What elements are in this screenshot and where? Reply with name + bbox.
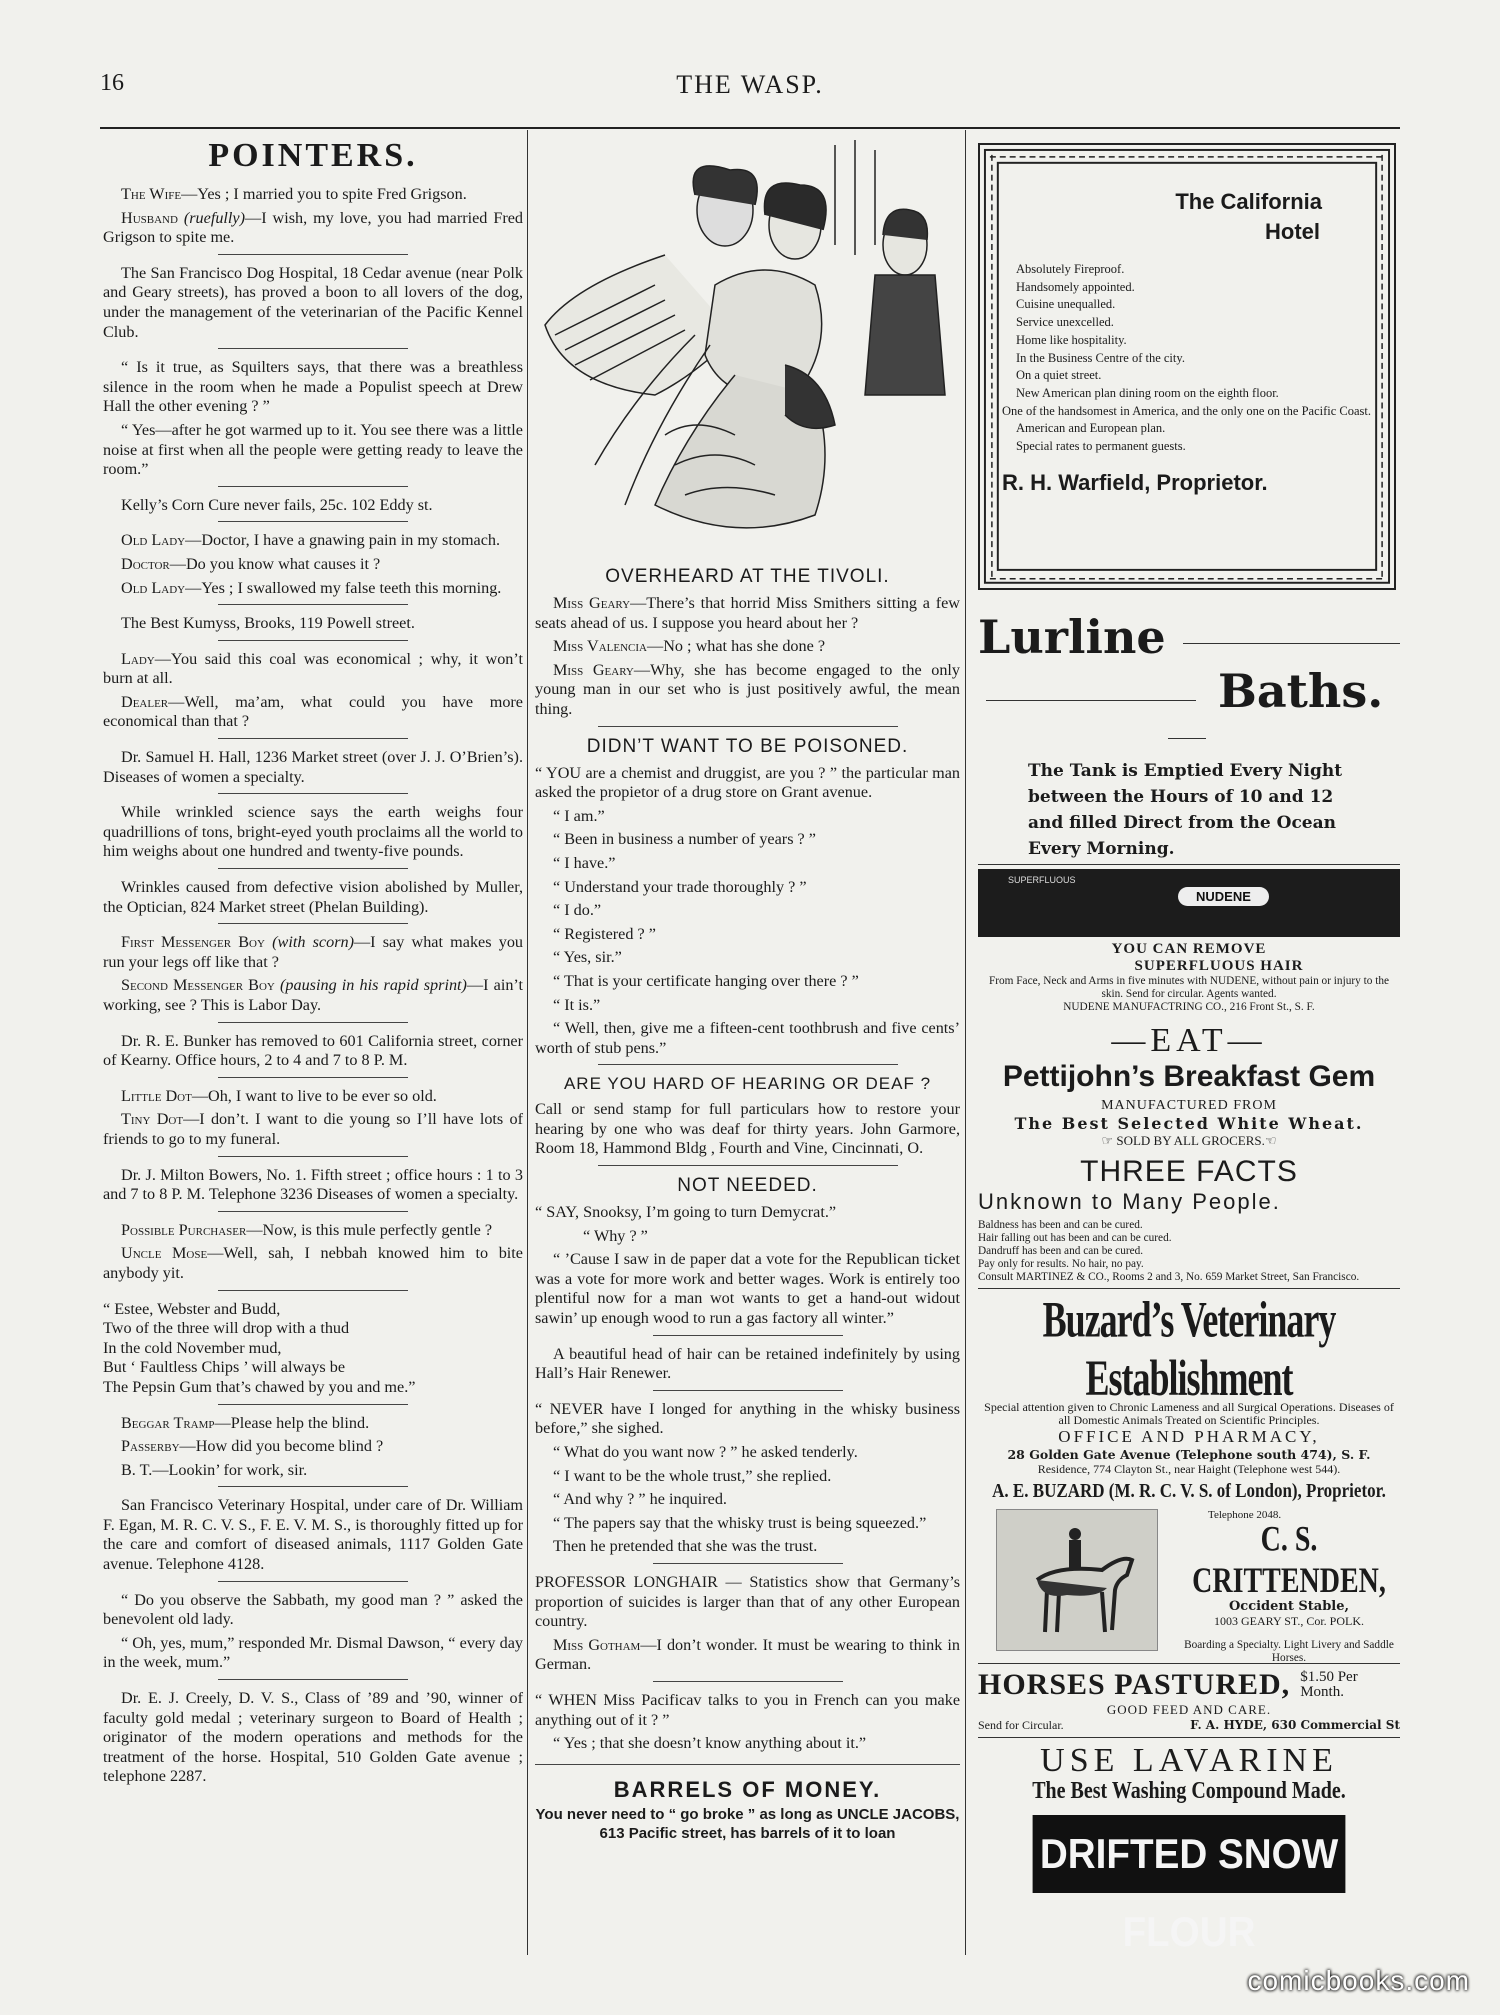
lavarine-title: USE LAVARINE [1040, 1742, 1338, 1779]
paragraph: “ It is.” [553, 995, 601, 1014]
rule [978, 864, 1400, 865]
paragraph: While wrinkled science says the earth weighs four quadrillions of tons, bright-eyed youth proclaims all the world to him weighs about one hundred and twenty-five pounds. [103, 803, 523, 861]
rule [978, 1737, 1400, 1738]
fact-line: Consult MARTINEZ & CO., Rooms 2 and 3, No. 659 Market Street, San Francisco. [978, 1271, 1360, 1283]
hotel-ad-content [1002, 167, 1372, 566]
barrels-ad-title: BARRELS OF MONEY. [613, 1776, 882, 1802]
page-number: 16 [100, 70, 124, 96]
rule [1168, 738, 1206, 739]
paragraph: “ ’Cause I saw in de paper dat a vote for the Republican ticket was a vote for more work and better wages. Work is entirely too plentiful now for a man wot wants to get a hand-out widout sawin’ up enough wood to run a gas factory all winter.” [535, 1250, 960, 1328]
barrels-ad-text: You never need to “ go broke ” as long as UNCLE JACOBS, 613 Pacific street, has barrels of it to loan [535, 1805, 960, 1842]
rule [978, 1288, 1400, 1289]
paragraph: The Wife—Yes ; I married you to spite Fred Grigson. [121, 185, 467, 203]
three-facts-title: THREE FACTS [1080, 1155, 1298, 1188]
separator [535, 1764, 960, 1765]
separator [218, 793, 408, 794]
paragraph: “ Oh, yes, mum,” responded Mr. Dismal Dawson, “ every day in the week, mum.” [103, 1633, 523, 1672]
fact-line: Baldness has been and can be cured. [978, 1219, 1143, 1231]
page-header [100, 70, 1400, 110]
paragraph: Second Messenger Boy (pausing in his rapid sprint)—I ain’t working, see ? This is Labor Day. [103, 976, 524, 1014]
separator [218, 738, 408, 739]
paragraph: “ I am.” [553, 806, 605, 825]
column-divider-2 [965, 130, 966, 1955]
paragraph: “ I do.” [553, 901, 602, 920]
paragraph: “ Yes ; that she doesn’t know anything about it.” [553, 1734, 867, 1753]
pointers-title: POINTERS. [208, 137, 418, 174]
paragraph: “ Why ? ” [583, 1226, 648, 1245]
horses-feed: GOOD FEED AND CARE. [1106, 1702, 1272, 1717]
separator [598, 1064, 898, 1065]
paragraph: Doctor—Do you know what causes it ? [121, 554, 381, 573]
pettijohn-mfd: MANUFACTURED FROM [1101, 1098, 1277, 1113]
fact-line: Pay only for results. No hair, no pay. [978, 1258, 1144, 1270]
hotel-feature: One of the handsomest in America, and the only one on the Pacific Coast. [1002, 403, 1372, 418]
column-divider-1 [527, 130, 528, 1955]
paragraph: “ Is it true, as Squilters says, that there was a breathless silence in the room when he made a Populist speech at Drew Hall the other evening ? ” [103, 358, 523, 416]
separator [218, 1211, 408, 1212]
separator [218, 486, 408, 487]
paragraph: Then he pretended that she was the trust. [553, 1537, 818, 1556]
lurline-line: between the Hours of 10 and 12 [1028, 787, 1334, 807]
hotel-feature: On a quiet street. [1016, 368, 1102, 383]
section-heading: ARE YOU HARD OF HEARING OR DEAF ? [563, 1074, 932, 1094]
paragraph: “ I want to be the whole trust,” she replied. [553, 1466, 832, 1485]
paragraph: A beautiful head of hair can be retained indefinitely by using Hall’s Hair Renewer. [535, 1344, 960, 1383]
hotel-feature: Handsomely appointed. [1016, 279, 1135, 294]
nudene-brand: NUDENE [1178, 887, 1269, 906]
buzard-text: Special attention given to Chronic Lameness and all Surgical Operations. Diseases of all Domestic Animals Treated on Scientific Principles. [984, 1400, 1394, 1427]
paragraph: Call or send stamp for full particulars how to restore your hearing by one who was deaf for thirty years. John Garmore, Room 18, Hammond Bldg , Fourth and Vine, Cincinnati, O. [535, 1100, 960, 1158]
crittenden-boarding: Boarding a Specialty. Light Livery and Saddle Horses. [1184, 1639, 1394, 1664]
california-hotel-ad [978, 143, 1396, 590]
hotel-feature: Cuisine unequalled. [1016, 297, 1116, 312]
paragraph: “ What do you want now ? ” he asked tenderly. [553, 1443, 858, 1461]
pointers-column [103, 135, 523, 1791]
pettijohn-ad [978, 1022, 1400, 1149]
lavarine-subtitle: The Best Washing Compound Made. [1032, 1777, 1346, 1805]
crittenden-stable: Occident Stable, [1228, 1599, 1350, 1614]
separator [218, 348, 408, 349]
three-facts-subtitle: Unknown to Many People. [978, 1189, 1281, 1214]
paragraph: B. T.—Lookin’ for work, sir. [121, 1460, 308, 1479]
separator [218, 1581, 408, 1582]
separator [598, 726, 898, 727]
paragraph: Dealer—Well, ma’am, what could you have more economical than that ? [103, 692, 523, 731]
paragraph: “ Well, then, give me a fifteen-cent toothbrush and five cents’ worth of stub pens.” [535, 1019, 960, 1057]
paragraph: “ Understand your trade thoroughly ? ” [553, 877, 807, 896]
paragraph: “ And why ? ” he inquired. [553, 1490, 727, 1509]
hotel-proprietor: R. H. Warfield, Proprietor. [1002, 469, 1268, 495]
paragraph: PROFESSOR LONGHAIR — Statistics show that Germany’s proportion of suicides is larger than that of any other European country. [535, 1572, 960, 1631]
paragraph: Kelly’s Corn Cure never fails, 25c. 102 Eddy st. [121, 495, 433, 514]
fact-line: Dandruff has been and can be cured. [978, 1245, 1144, 1257]
separator [218, 1486, 408, 1487]
separator [218, 923, 408, 924]
source-watermark: comicbooks.com [1247, 1965, 1470, 1996]
horses-send: Send for Circular. [978, 1718, 1064, 1732]
paragraph: Miss Valencia—No ; what has she done ? [553, 637, 826, 656]
separator [218, 254, 408, 255]
separator [218, 1156, 408, 1157]
buzard-ad [978, 1291, 1400, 1502]
separator [218, 521, 408, 522]
nudene-ad [978, 869, 1400, 1014]
nudene-text: From Face, Neck and Arms in five minutes with NUDENE, without pain or injury to the skin. Send for circular. Agents wanted. [988, 975, 1390, 1000]
separator [218, 1022, 408, 1023]
hotel-feature: New American plan dining room on the eighth floor. [1016, 385, 1279, 400]
paragraph: “ NEVER have I longed for anything in the whisky business before,” she sighed. [535, 1399, 960, 1438]
verse-line: In the cold November mud, [103, 1338, 282, 1357]
hotel-feature: Special rates to permanent guests. [1016, 439, 1186, 454]
lurline-line: and filled Direct from the Ocean [1028, 813, 1336, 833]
separator [218, 1679, 408, 1680]
drifted-snow-flour-ad: DRIFTED SNOW FLOUR [1033, 1815, 1346, 1893]
lavarine-ad [978, 1742, 1400, 1803]
paragraph: First Messenger Boy (with scorn)—I say what makes you run your legs off like that ? [103, 933, 524, 971]
fact-line: Hair falling out has been and can be cured. [978, 1232, 1172, 1244]
paragraph: “ The papers say that the whisky trust is being squeezed.” [553, 1513, 927, 1532]
pettijohn-wheat: The Best Selected White Wheat. [1014, 1114, 1364, 1133]
crittenden-text [1178, 1509, 1400, 1665]
buzard-title: Buzard’s Veterinary Establishment [1042, 1291, 1336, 1407]
paragraph: “ Been in business a number of years ? ” [553, 830, 816, 849]
section-heading: DIDN’T WANT TO BE POISONED. [586, 735, 909, 757]
paragraph: Tiny Dot—I don’t. I want to die young so I’ll have lots of friends to go to my funeral. [103, 1110, 523, 1148]
hotel-features [1002, 261, 1372, 456]
separator [218, 640, 408, 641]
nudene-heading-2: SUPERFLUOUS HAIR [1134, 958, 1304, 974]
separator [218, 1077, 408, 1078]
hotel-name-2: Hotel [1265, 219, 1320, 244]
paragraph: “ WHEN Miss Pacificav talks to you in French can you make anything out of it ? ” [535, 1690, 960, 1729]
separator [598, 1165, 898, 1166]
section-heading: OVERHEARD AT THE TIVOLI. [605, 566, 890, 587]
horses-footer [978, 1718, 1400, 1733]
paragraph: “ YOU are a chemist and druggist, are you ? ” the particular man asked the propietor of a drug store on Grant avenue. [535, 763, 960, 802]
paragraph: “ SAY, Snooksy, I’m going to turn Demycrat.” [535, 1203, 837, 1222]
paragraph: “ I have.” [553, 853, 616, 872]
paragraph: “ Yes, sir.” [553, 948, 622, 967]
header-rule [100, 127, 1400, 129]
pettijohn-title: Pettijohn’s Breakfast Gem [1002, 1060, 1376, 1093]
buzard-residence: Residence, 774 Clayton St., near Haight (Telephone west 544). [1037, 1462, 1341, 1476]
buzard-address: 28 Golden Gate Avenue (Telephone south 474), S. F. [1007, 1447, 1371, 1462]
buzard-proprietor: A. E. BUZARD (M. R. C. V. S. of London), Proprietor. [992, 1479, 1386, 1502]
separator [653, 1681, 843, 1682]
eat-heading: —EAT— [1111, 1022, 1267, 1059]
crittenden-ad [978, 1509, 1400, 1664]
nudene-banner [978, 869, 1400, 937]
lurline-baths-ad [978, 610, 1400, 860]
paragraph: Husband (ruefully)—I wish, my love, you had married Fred Grigson to spite me. [103, 208, 524, 247]
tivoli-illustration [535, 135, 960, 560]
paragraph: Possible Purchaser—Now, is this mule perfectly gentle ? [121, 1220, 493, 1239]
paragraph: “ Yes—after he got warmed up to it. You see there was a little noise at first when all the people were getting ready to leave the room.” [103, 420, 523, 479]
three-facts-text [978, 1219, 1400, 1284]
paragraph: Lady—You said this coal was economical ; why, it won’t burn at all. [103, 649, 523, 688]
pettijohn-sold: ☞ SOLD BY ALL GROCERS.☜ [1101, 1133, 1277, 1148]
baths-title: Baths. [1218, 664, 1384, 718]
paragraph: Old Lady—Doctor, I have a gnawing pain in my stomach. [121, 531, 501, 550]
ads-column [978, 135, 1400, 1955]
hotel-feature: Service unexcelled. [1016, 315, 1114, 330]
nudene-banner-label: SUPERFLUOUS [1008, 875, 1076, 885]
rule [1183, 643, 1400, 644]
hotel-feature: American and European plan. [1016, 421, 1166, 436]
hotel-name: The California [1175, 189, 1322, 214]
horses-hyde: F. A. HYDE, 630 Commercial St [1190, 1718, 1400, 1732]
crittenden-address: 1003 GEARY ST., Cor. POLK. [1213, 1614, 1364, 1628]
hotel-feature: Home like hospitality. [1016, 332, 1127, 347]
paragraph: Beggar Tramp—Please help the blind. [121, 1413, 370, 1432]
verse-line: The Pepsin Gum that’s chawed by you and me.” [103, 1377, 416, 1396]
paragraph: Miss Geary—Why, she has become engaged to the only young man in our set who is just positively awful, the mean thing. [535, 660, 960, 718]
paragraph: Passerby—How did you become blind ? [121, 1437, 384, 1456]
section-heading: NOT NEEDED. [677, 1175, 818, 1197]
paragraph: Little Dot—Oh, I want to live to be ever so old. [121, 1086, 437, 1105]
hotel-feature: Absolutely Fireproof. [1016, 262, 1125, 276]
paragraph: “ That is your certificate hanging over there ? ” [553, 971, 859, 990]
paragraph: “ Registered ? ” [553, 924, 656, 943]
crittenden-name: C. S. CRITTENDEN, [1192, 1519, 1386, 1602]
verse-line: But ‘ Faultless Chips ’ will always be [103, 1358, 346, 1377]
paragraph: Miss Geary—There’s that horrid Miss Smithers sitting a few seats ahead of us. I suppose you heard about her ? [535, 594, 960, 632]
paragraph: The Best Kumyss, Brooks, 119 Powell street. [121, 614, 415, 633]
separator [218, 604, 408, 605]
separator [653, 1390, 843, 1391]
horses-row [978, 1668, 1400, 1702]
horses-title: HORSES PASTURED, [978, 1668, 1291, 1701]
paragraph: Dr. R. E. Bunker has removed to 601 California street, corner of Kearny. Office hours, 2 to 4 and 7 to 8 P. M. [103, 1031, 523, 1070]
horses-price: $1.50 Per Month. [1300, 1669, 1358, 1700]
paragraph: “ Do you observe the Sabbath, my good man ? ” asked the benevolent old lady. [103, 1590, 523, 1629]
separator [218, 1404, 408, 1405]
lurline-line: Every Morning. [1028, 839, 1175, 859]
paragraph: Old Lady—Yes ; I swallowed my false teeth this morning. [121, 578, 502, 597]
lurline-title: Lurline [978, 610, 1166, 664]
hotel-feature: In the Business Centre of the city. [1016, 350, 1185, 365]
lurline-text [1028, 758, 1342, 862]
separator [218, 1290, 408, 1291]
verse-line: Two of the three will drop with a thud [103, 1319, 350, 1338]
lurline-line: The Tank is Emptied Every Night [1028, 761, 1343, 781]
verse [103, 1300, 523, 1398]
paragraph: Uncle Mose—Well, sah, I nebbah knowed him to bite anybody yit. [103, 1244, 523, 1282]
middle-column [535, 135, 960, 1843]
verse-line: “ Estee, Webster and Budd, [103, 1299, 281, 1318]
three-facts-ad [978, 1155, 1400, 1284]
paragraph: Dr. Samuel H. Hall, 1236 Market street (over J. J. O’Brien’s). Diseases of women a specialty. [103, 748, 523, 786]
separator [653, 1335, 843, 1336]
horses-pastured-ad [978, 1668, 1400, 1733]
paragraph: Miss Gotham—I don’t wonder. It must be wearing to think in German. [535, 1635, 960, 1674]
nudene-company: NUDENE MANUFACTRING CO., 216 Front St., S. F. [1063, 1001, 1315, 1013]
separator [653, 1563, 843, 1564]
crittenden-telephone: Telephone 2048. [1208, 1509, 1282, 1521]
paragraph: The San Francisco Dog Hospital, 18 Cedar avenue (near Polk and Geary streets), has proved a boon to all lovers of the dog, under the management of the veterinarian of the Pacific Kennel Club. [103, 263, 523, 341]
masthead-title: THE WASP. [676, 70, 824, 99]
horse-rider-illustration [996, 1509, 1158, 1651]
paragraph: Dr. E. J. Creely, D. V. S., Class of ’89 and ’90, winner of faculty gold medal ; veterinary surgeon to Board of Health ; originator of the modern operations and methods for the treatment of the horse. Hospital, 510 Golden Gate avenue ; telephone 2287. [103, 1689, 523, 1786]
paragraph: San Francisco Veterinary Hospital, under care of Dr. William F. Egan, M. R. C. V. S., F. E. V. M. S., is thoroughly fitted up for the care and comfort of diseased animals, 1117 Golden Gate avenue. Telephone 4128. [103, 1496, 523, 1574]
rule [986, 700, 1196, 701]
buzard-office: OFFICE AND PHARMACY, [1058, 1427, 1320, 1446]
paragraph: Dr. J. Milton Bowers, No. 1. Fifth street ; office hours : 1 to 3 and 7 to 8 P. M. Telephone 3236 Diseases of women a specialty. [103, 1165, 523, 1204]
nudene-heading: YOU CAN REMOVE [1111, 941, 1267, 957]
separator [218, 868, 408, 869]
paragraph: Wrinkles caused from defective vision abolished by Muller, the Optician, 824 Market street (Phelan Building). [103, 878, 523, 916]
